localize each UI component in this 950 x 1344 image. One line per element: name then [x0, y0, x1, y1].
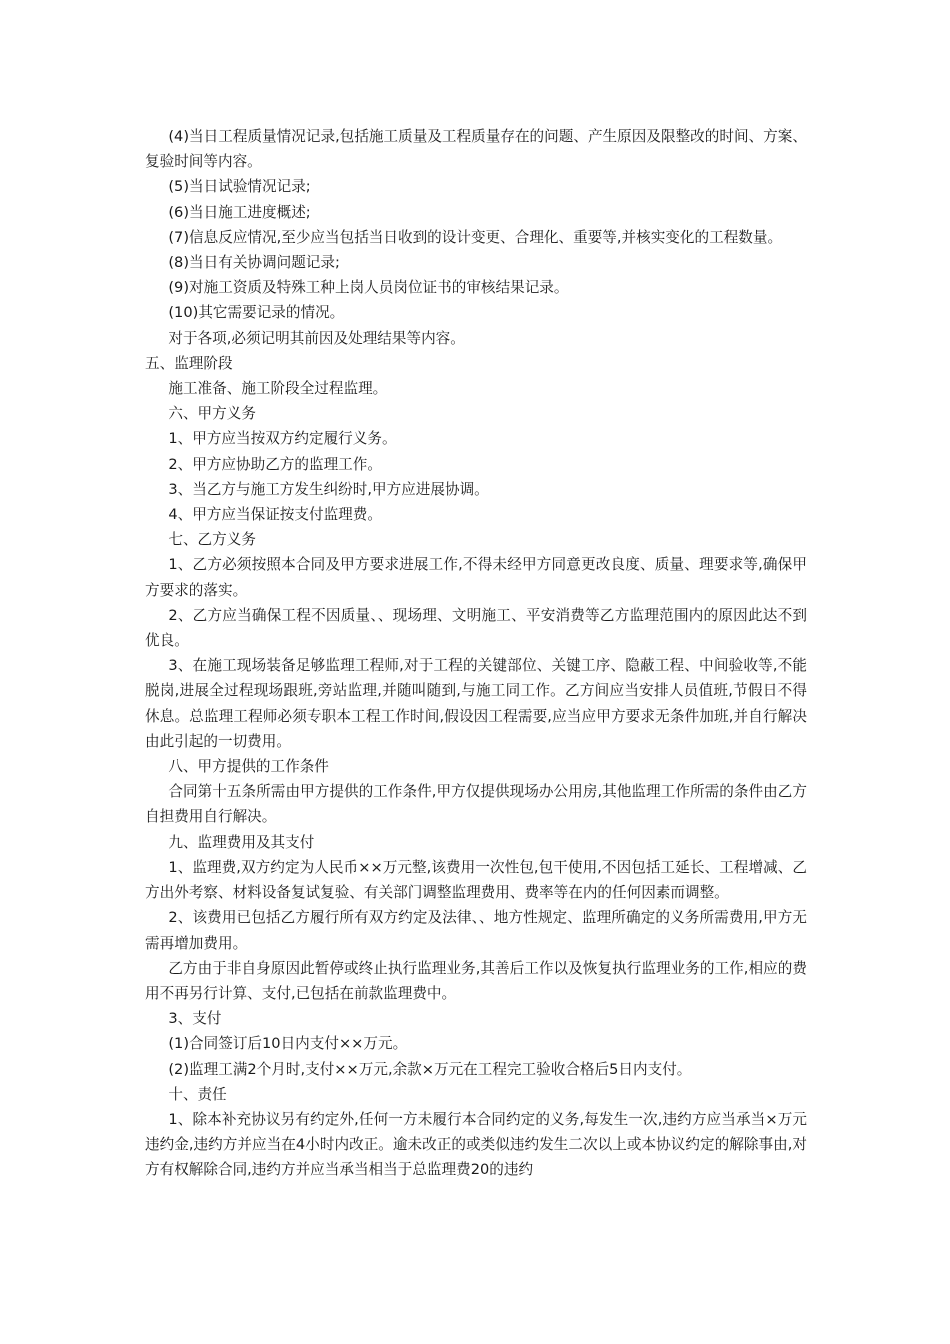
paragraph: 1、除本补充协议另有约定外,任何一方未履行本合同约定的义务,每发生一次,违约方应当承当×万元违约金,违约方并应当在4小时内改正。逾未改正的或类似违约发生二次以上或本协议约定的解除事由,对方有权解除合同,违约方并应当承当相当于总监理费20的违约: [145, 1110, 807, 1179]
paragraph: 乙方由于非自身原因此暂停或终止执行监理业务,其善后工作以及恢复执行监理业务的工作,相应的费用不再另行计算、支付,已包括在前款监理费中。: [145, 959, 807, 1002]
paragraph: (1)合同签订后10日内支付××万元。: [168, 1035, 408, 1053]
paragraph: 1、监理费,双方约定为人民币××万元整,该费用一次性包,包干使用,不因包括工延长、工程增减、乙方出外考察、材料设备复试复验、有关部门调整监理费用、费率等在内的任何因素而调整。: [145, 858, 807, 902]
paragraph: 1、甲方应当按双方约定履行义务。: [168, 430, 397, 448]
document-page: [145, 124, 807, 1183]
paragraph: 1、乙方必须按照本合同及甲方要求进展工作,不得未经甲方同意更改良度、质量、理要求等,确保甲方要求的落实。: [145, 556, 807, 599]
paragraph: (7)信息反应情况,至少应当包括当日收到的设计变更、合理化、重要等,并核实变化的工程数量。: [168, 228, 783, 246]
paragraph: 2、甲方应协助乙方的监理工作。: [168, 455, 382, 473]
section-heading: 六、甲方义务: [168, 405, 256, 423]
paragraph: 施工准备、施工阶段全过程监理。: [168, 380, 388, 398]
section-heading: 七、乙方义务: [168, 531, 256, 549]
paragraph: (2)监理工满2个月时,支付××万元,余款×万元在工程完工验收合格后5日内支付。: [168, 1060, 692, 1078]
paragraph: 合同第十五条所需由甲方提供的工作条件,甲方仅提供现场办公用房,其他监理工作所需的条件由乙方自担费用自行解决。: [145, 783, 807, 826]
paragraph: 对于各项,必须记明其前因及处理结果等内容。: [168, 329, 465, 347]
paragraph: 3、在施工现场装备足够监理工程师,对于工程的关键部位、关键工序、隐蔽工程、中间验收等,不能脱岗,进展全过程现场跟班,旁站监理,并随叫随到,与施工同工作。乙方间应当安排人员值班,节假日不得休息。总监理工程师必须专职本工程工作时间,假设因工程需要,应当应甲方要求无条件加班,并自行解决由此引起的一切费用。: [145, 657, 807, 750]
section-heading: 五、监理阶段: [145, 354, 233, 372]
paragraph: (6)当日施工进度概述;: [168, 203, 311, 221]
paragraph: (10)其它需要记录的情况。: [168, 304, 345, 322]
paragraph: 2、乙方应当确保工程不因质量、、现场理、文明施工、平安消费等乙方监理范围内的原因此达不到优良。: [145, 606, 807, 650]
paragraph: 4、甲方应当保证按支付监理费。: [168, 506, 382, 524]
paragraph: (8)当日有关协调问题记录;: [168, 254, 340, 272]
paragraph: 3、当乙方与施工方发生纠纷时,甲方应进展协调。: [168, 480, 489, 498]
paragraph: 2、该费用已包括乙方履行所有双方约定及法律、、地方性规定、监理所确定的义务所需费用,甲方无需再增加费用。: [145, 909, 807, 952]
paragraph: (9)对施工资质及特殊工种上岗人员岗位证书的审核结果记录。: [168, 279, 569, 297]
section-heading: 八、甲方提供的工作条件: [168, 758, 329, 776]
paragraph: (5)当日试验情况记录;: [168, 178, 311, 196]
section-heading: 九、监理费用及其支付: [168, 833, 315, 851]
section-heading: 十、责任: [168, 1085, 227, 1103]
paragraph: 3、支付: [168, 1010, 222, 1028]
paragraph: (4)当日工程质量情况记录,包括施工质量及工程质量存在的问题、产生原因及限整改的时间、方案、复验时间等内容。: [145, 128, 807, 171]
